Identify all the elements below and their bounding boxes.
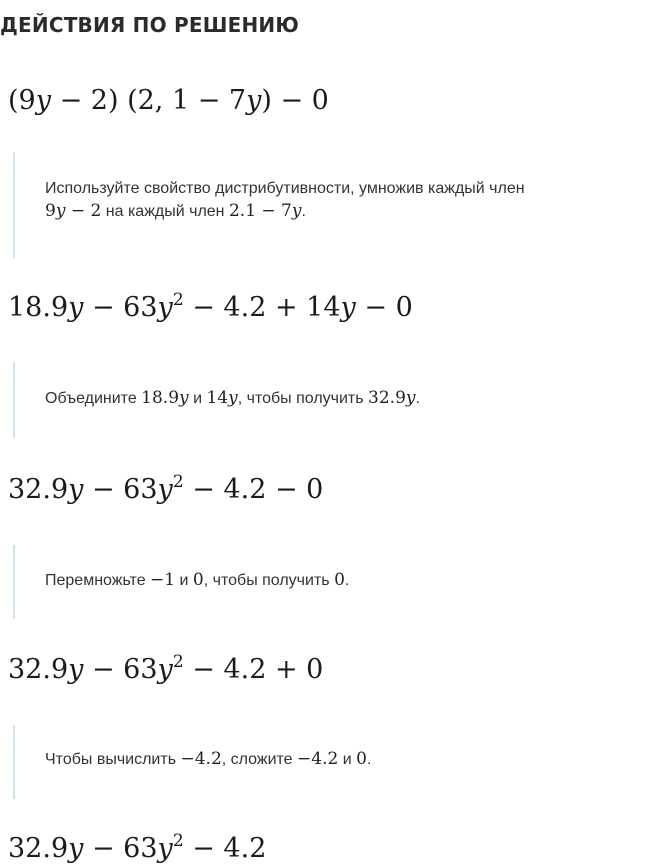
expression-1: [8, 83, 329, 119]
expression-3: [8, 472, 323, 508]
expression-5-text: $32.9y - 63y^2 - 4.2$: [8, 831, 267, 864]
expression-4-text: $32.9y - 63y^2 - 4.2 + 0$: [8, 652, 324, 685]
step-4-text: Чтобы вычислить −4.2, сложите −4.2 и 0.: [45, 749, 372, 769]
step-1-line-2: 9y − 2 на каждый член 2.1 − 7y.: [45, 201, 306, 221]
step-explanation-4: [13, 725, 653, 799]
step-1-line-1: Используйте свойство дистрибутивности, умножив каждый член: [45, 180, 525, 197]
expression-2: [8, 290, 413, 326]
page-title: ДЕЙСТВИЯ ПО РЕШЕНИЮ: [0, 13, 300, 37]
step-3-text: Перемножьте −1 и 0, чтобы получить 0.: [45, 570, 350, 590]
step-explanation-2: [13, 362, 653, 438]
expression-3-text: $32.9y - 63y^2 - 4.2 - 0$: [8, 472, 324, 505]
expression-5: [8, 831, 266, 867]
step-explanation-3: [13, 545, 653, 619]
expression-1-text: (9y − 2) (2, 1 − 7y) − 0: [8, 85, 329, 116]
step-explanation-1: [13, 152, 653, 258]
expression-2-text: $18.9y - 63y^2 - 4.2 + 14y - 0$: [8, 290, 413, 323]
step-2-text: Объедините 18.9y и 14y, чтобы получить 32.9y.: [45, 388, 420, 408]
expression-4: [8, 652, 323, 688]
